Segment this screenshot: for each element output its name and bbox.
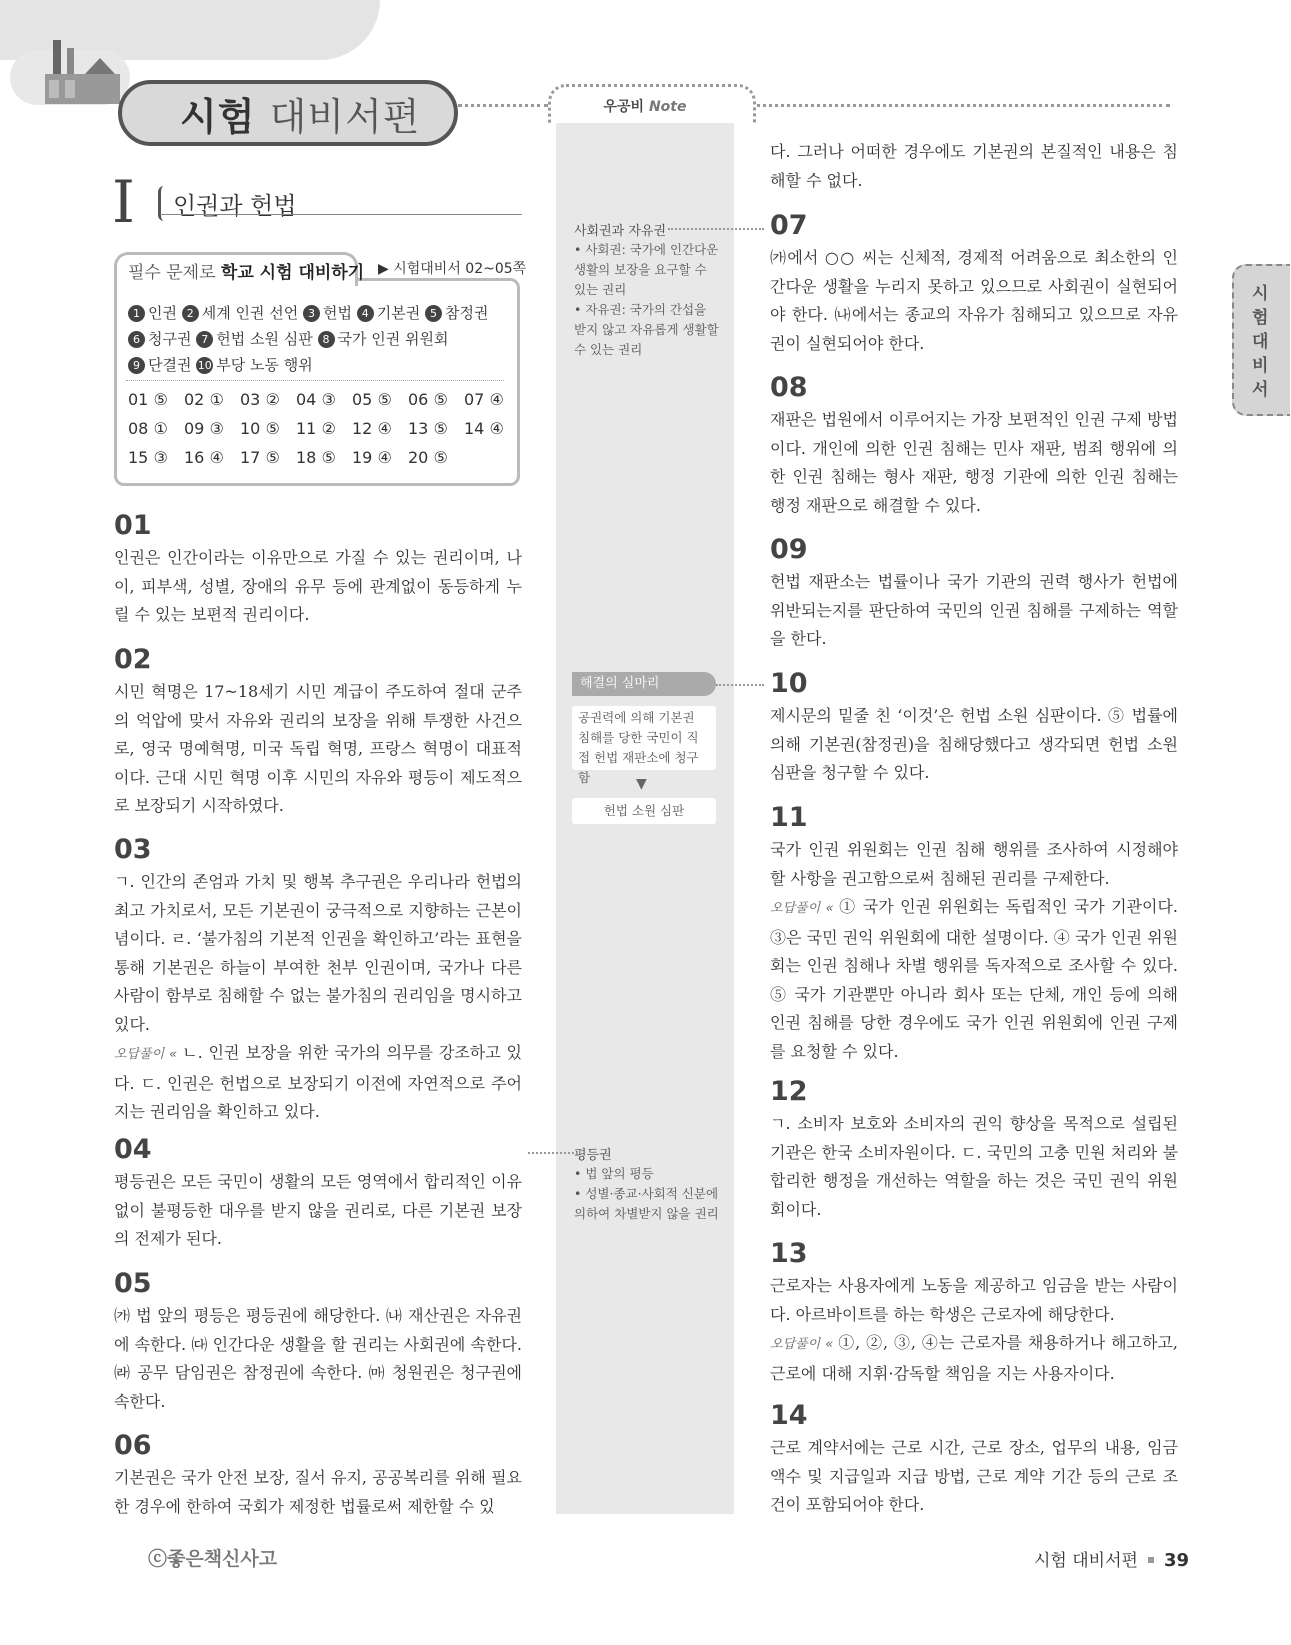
explanation-text: 제시문의 밑줄 친 ‘이것’은 헌법 소원 심판이다. ⑤ 법률에 의해 기본권(참정권)을 침해당했다고 생각되면 헌법 소원 심판을 청구할 수 있다. <box>770 706 1178 782</box>
keyword-number-badge: 8 <box>318 331 335 348</box>
keyword-number-badge: 4 <box>357 305 374 322</box>
answer-row <box>128 448 464 467</box>
note-heading: 사회권과 자유권 <box>574 224 667 239</box>
header-dotted-line <box>458 104 548 107</box>
note-title: 우공비 Note <box>603 99 687 115</box>
explanation-text: 다. 그러나 어떠한 경우에도 기본권의 본질적인 내용은 침해할 수 없다. <box>770 142 1178 190</box>
header-dotted-line <box>750 104 1170 107</box>
publisher-logo: ⓒ좋은책신사고 <box>148 1548 278 1570</box>
question-number: 06 <box>114 1430 152 1461</box>
arrow-down-icon: ▼ <box>636 776 647 792</box>
question-number: 07 <box>770 210 808 241</box>
answer-item: 19 ④ <box>352 448 392 467</box>
chapter-underline <box>160 214 522 215</box>
note-leader-line <box>668 228 764 230</box>
explanation-text: ㄱ. 인간의 존엄과 가치 및 행복 추구권은 우리나라 헌법의 최고 가치로서, 모든 기본권이 궁극적으로 지향하는 근본이념이다. ㄹ. ‘불가침의 기본적 인권을 확인하고’라는 표현을 통해 기본권은 하늘이 부여한 천부 인권이며, 국가나 다른 사람이 함부로 침해할 수 없는 불가침의 권리임을 명시하고 있다. 오답풀이 « ㄴ. 인권 보장을 위한 국가의 의무를 강조하고 있다. ㄷ. 인권은 헌법으로 보장되기 이전에 자연적으로 주어지는 권리임을 확인하고 있다. <box>114 872 522 1121</box>
answer-item: 20 ⑤ <box>408 448 448 467</box>
answer-item: 08 ① <box>128 419 168 438</box>
keyword-label: 헌법 <box>323 304 357 322</box>
answer-item: 06 ⑤ <box>408 390 448 409</box>
explanation-text: 재판은 법원에서 이루어지는 가장 보편적인 인권 구제 방법이다. 개인에 의한 인권 침해는 민사 재판, 범죄 행위에 의한 인권 침해는 형사 재판, 행정 기관에 의한 인권 침해는 행정 재판으로 해결할 수 있다. <box>770 410 1178 515</box>
note-hint-pill: 해결의 실마리 <box>572 672 716 696</box>
explanation-text: 근로자는 사용자에게 노동을 제공하고 임금을 받는 사람이다. 아르바이트를 하는 학생은 근로자에 해당한다. 오답풀이 « ①, ②, ③, ④는 근로자를 채용하거나 해고하고, 근로에 대해 지휘·감독할 책임을 지는 사용자이다. <box>770 1276 1178 1383</box>
keyword-number-badge: 7 <box>196 331 213 348</box>
explanation-text: 시민 혁명은 17~18세기 시민 계급이 주도하여 절대 군주의 억압에 맞서 자유와 권리의 보장을 위해 투쟁한 사건으로, 영국 명예혁명, 미국 독립 혁명, 프랑스 혁명이 대표적이다. 근대 시민 혁명 이후 시민의 자유와 평등이 제도적으로 보장되기 시작하였다. <box>114 682 522 815</box>
question-number: 14 <box>770 1400 808 1431</box>
question-number: 08 <box>770 372 808 403</box>
answer-box-reference: ▶ 시험대비서 02~05쪽 <box>378 261 527 277</box>
explanation-text: 국가 인권 위원회는 인권 침해 행위를 조사하여 시정해야 할 사항을 권고함으로써 침해된 권리를 구제한다. 오답풀이 « ① 국가 인권 위원회는 독립적인 국가 기관이다. ③은 국민 권익 위원회에 대한 설명이다. ④ 국가 인권 위원회는 인권 침해나 차별 행위를 독자적으로 조사할 수 있다. ⑤ 국가 기관뿐만 아니라 회사 또는 단체, 개인 등에 의해 인권 침해를 당한 경우에도 국가 인권 위원회에 인권 구제를 요청할 수 있다. <box>770 840 1179 1061</box>
wrong-answer-label: 오답풀이 <box>114 1047 165 1062</box>
page-number: 39 <box>1163 1550 1189 1571</box>
keyword-label: 단결권 <box>148 356 197 374</box>
question-number: 12 <box>770 1076 808 1107</box>
note-leader-line <box>528 1152 574 1154</box>
section-banner-title: 시험 대비서편 <box>180 95 421 139</box>
answer-item: 04 ③ <box>296 390 336 409</box>
answer-item: 05 ⑤ <box>352 390 392 409</box>
keyword-number-badge: 5 <box>425 305 442 322</box>
keyword-number-badge: 2 <box>182 305 199 322</box>
note-body: • 사회권: 국가에 인간다운 생활의 보장을 요구할 수 있는 권리 • 자유권: 국가의 간섭을 받지 않고 자유롭게 생활할 수 있는 권리 <box>574 242 719 357</box>
answer-item: 14 ④ <box>464 419 504 438</box>
explanation-text: 헌법 재판소는 법률이나 국가 기관의 권력 행사가 헌법에 위반되는지를 판단하여 국민의 인권 침해를 구제하는 역할을 한다. <box>770 572 1178 648</box>
keyword-label: 부당 노동 행위 <box>216 356 313 374</box>
note-heading: 평등권 <box>574 1148 612 1163</box>
answer-item: 17 ⑤ <box>240 448 280 467</box>
keyword-number-badge: 9 <box>128 357 145 374</box>
answer-item: 13 ⑤ <box>408 419 448 438</box>
explanation-text: 근로 계약서에는 근로 시간, 근로 장소, 업무의 내용, 임금 액수 및 지급일과 지급 방법, 근로 계약 기간 등의 근로 조건이 포함되어야 한다. <box>770 1438 1178 1514</box>
question-number: 02 <box>114 644 152 675</box>
keyword-label: 세계 인권 선언 <box>201 304 303 322</box>
factory-icon <box>45 40 120 104</box>
page-footer: 시험 대비서편 39 <box>1034 1550 1189 1571</box>
explanation-text: 기본권은 국가 안전 보장, 질서 유지, 공공복리를 위해 필요한 경우에 한하여 국회가 제정한 법률로써 제한할 수 있 <box>114 1468 522 1516</box>
answer-item: 12 ④ <box>352 419 392 438</box>
question-number: 10 <box>770 668 808 699</box>
keyword-row <box>128 302 488 323</box>
answer-row <box>128 390 520 409</box>
answer-row <box>128 419 520 438</box>
keyword-number-badge: 10 <box>197 359 212 372</box>
question-number: 04 <box>114 1134 152 1165</box>
wrong-answer-label: 오답풀이 <box>770 901 821 916</box>
chapter-title: 인권과 헌법 <box>158 186 297 221</box>
section-side-tab-label: 시험대비서 <box>1252 284 1269 400</box>
answer-box-divider <box>126 380 504 381</box>
question-number: 03 <box>114 834 152 865</box>
answer-item: 01 ⑤ <box>128 390 168 409</box>
keyword-number-badge: 6 <box>128 331 145 348</box>
question-number: 09 <box>770 534 808 565</box>
note-body: • 법 앞의 평등 • 성별·종교·사회적 신분에 의하여 차별받지 않을 권리 <box>574 1166 719 1221</box>
keyword-label: 청구권 <box>148 330 197 348</box>
answer-item: 15 ③ <box>128 448 168 467</box>
keyword-label: 참정권 <box>445 304 489 322</box>
note-hint-result: 헌법 소원 심판 <box>572 798 716 824</box>
explanation-text: ㄱ. 소비자 보호와 소비자의 권익 향상을 목적으로 설립된 기관은 한국 소비자원이다. ㄷ. 국민의 고충 민원 처리와 불합리한 행정을 개선하는 역할을 하는 것은 국민 권익 위원회이다. <box>770 1114 1178 1219</box>
keyword-label: 기본권 <box>376 304 425 322</box>
keyword-row <box>128 328 448 349</box>
wrong-answer-label: 오답풀이 <box>770 1337 821 1352</box>
keyword-row <box>128 354 313 375</box>
answer-item: 16 ④ <box>184 448 224 467</box>
answer-item: 07 ④ <box>464 390 504 409</box>
keyword-number-badge: 1 <box>128 305 145 322</box>
question-number: 05 <box>114 1268 152 1299</box>
keyword-label: 헌법 소원 심판 <box>216 330 318 348</box>
answer-item: 09 ③ <box>184 419 224 438</box>
question-number: 13 <box>770 1238 808 1269</box>
question-number: 01 <box>114 510 152 541</box>
answer-box-heading: 필수 문제로 학교 시험 대비하기 <box>128 263 365 283</box>
keyword-label: 국가 인권 위원회 <box>337 330 449 348</box>
chapter-number: I <box>112 168 135 236</box>
explanation-text: ㈎ 법 앞의 평등은 평등권에 해당한다. ㈏ 재산권은 자유권에 속한다. ㈐ 인간다운 생활을 할 권리는 사회권에 속한다. ㈑ 공무 담임권은 참정권에 속한다. ㈒ 청원권은 청구권에 속한다. <box>114 1306 522 1411</box>
explanation-text: ㈎에서 ○○ 씨는 신체적, 경제적 어려움으로 최소한의 인간다운 생활을 누리지 못하고 있으므로 사회권이 실현되어야 한다. ㈏에서는 종교의 자유가 침해되고 있으므로 자유권이 실현되어야 한다. <box>770 248 1178 353</box>
question-number: 11 <box>770 802 808 833</box>
answer-item: 10 ⑤ <box>240 419 280 438</box>
answer-item: 03 ② <box>240 390 280 409</box>
answer-item: 02 ① <box>184 390 224 409</box>
answer-item: 18 ⑤ <box>296 448 336 467</box>
note-leader-line <box>716 684 764 686</box>
note-hint-box: 공권력에 의해 기본권 침해를 당한 국민이 직접 헌법 재판소에 청구함 <box>572 706 716 770</box>
keyword-label: 인권 <box>148 304 182 322</box>
keyword-number-badge: 3 <box>303 305 320 322</box>
explanation-text: 평등권은 모든 국민이 생활의 모든 영역에서 합리적인 이유 없이 불평등한 대우를 받지 않을 권리로, 다른 기본권 보장의 전제가 된다. <box>114 1172 522 1248</box>
explanation-text: 인권은 인간이라는 이유만으로 가질 수 있는 권리이며, 나이, 피부색, 성별, 장애의 유무 등에 관계없이 동등하게 누릴 수 있는 보편적 권리이다. <box>114 548 522 624</box>
answer-item: 11 ② <box>296 419 336 438</box>
